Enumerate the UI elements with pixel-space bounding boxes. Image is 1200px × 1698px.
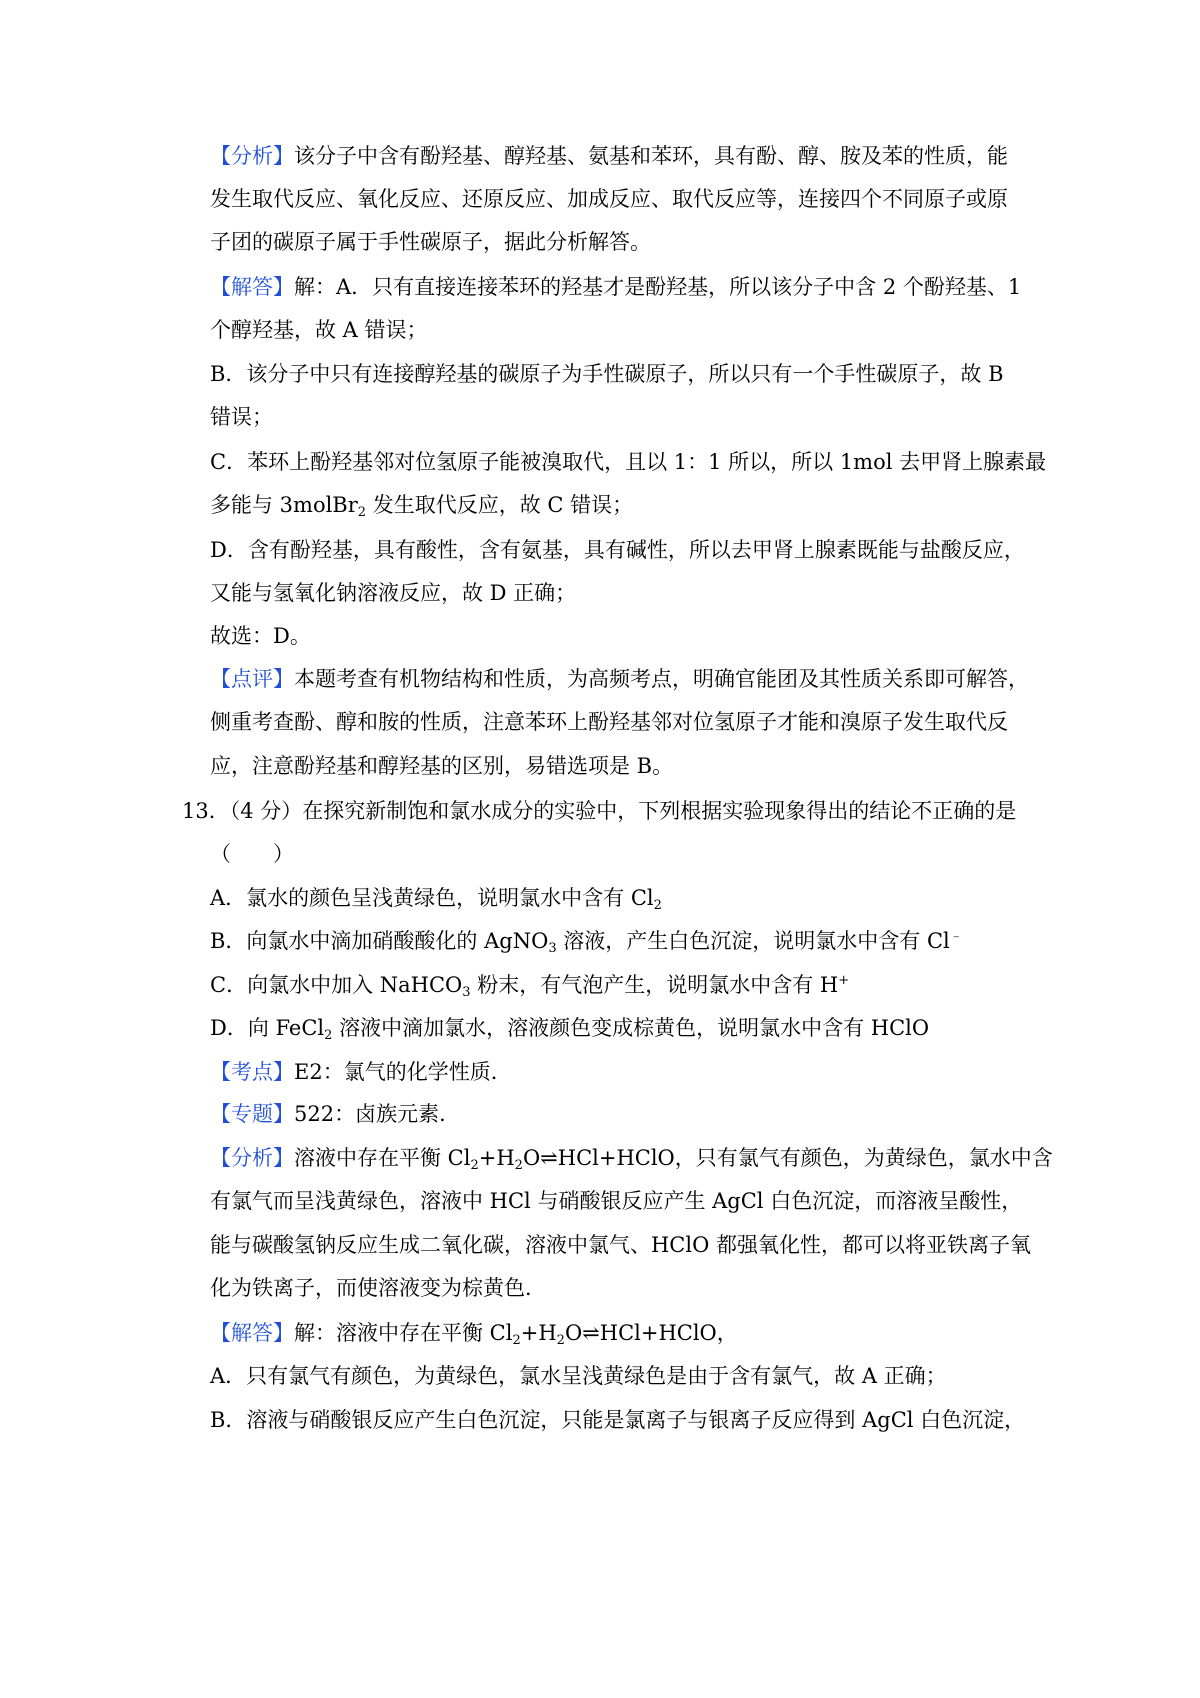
- text-line: [210, 1230, 1030, 1260]
- text-line: [210, 447, 1047, 477]
- text-line: [210, 402, 1030, 432]
- text-line: [210, 490, 1030, 520]
- text-segment: C．向氯水中加入 NaHCO: [210, 973, 463, 997]
- text-line: [210, 1405, 1030, 1435]
- text-segment: A．氯水的颜色呈浅黄绿色，说明氯水中含有 Cl: [210, 886, 654, 910]
- text-segment: 有氯气而呈浅黄绿色，溶液中 HCl 与硝酸银反应产生 AgCl 白色沉淀，而溶液呈酸性，: [210, 1189, 1023, 1213]
- text-segment: 能与碳酸氢钠反应生成二氧化碳，溶液中氯气、HClO 都强氧化性，都可以将亚铁离子氧: [210, 1233, 1031, 1257]
- text-segment: （ ）: [210, 842, 294, 866]
- subscript: 2: [324, 1028, 333, 1043]
- text-line: [210, 926, 1030, 956]
- text-segment: +H: [520, 1321, 557, 1345]
- subscript: 2: [653, 898, 662, 913]
- text-line: [210, 751, 1030, 781]
- text-segment: 溶液，产生白色沉淀，说明氯水中含有 Cl: [556, 929, 950, 953]
- subscript: 2: [514, 1158, 523, 1173]
- text-segment: 溶液中滴加氯水，溶液颜色变成棕黄色，说明氯水中含有 HClO: [332, 1016, 930, 1040]
- text-segment: 故选：D。: [210, 624, 311, 648]
- section-tag: 【点评】: [210, 667, 294, 691]
- text-line: [210, 315, 1030, 345]
- superscript: +: [838, 973, 850, 988]
- text-line: [210, 1143, 1053, 1173]
- text-line: [210, 184, 1030, 214]
- section-tag: 【分析】: [210, 1146, 294, 1170]
- section-tag: 【分析】: [210, 144, 294, 168]
- subscript: 3: [462, 985, 471, 1000]
- text-segment: B．该分子中只有连接醇羟基的碳原子为手性碳原子，所以只有一个手性碳原子，故 B: [210, 362, 1004, 386]
- text-segment: 个醇羟基，故 A 错误；: [210, 318, 428, 342]
- subscript: 2: [556, 1333, 565, 1348]
- text-segment: 侧重考查酚、醇和胺的性质，注意苯环上酚羟基邻对位氢原子才能和溴原子发生取代反: [210, 710, 1008, 734]
- text-line: [210, 359, 1030, 389]
- text-segment: D．向 FeCl: [210, 1016, 325, 1040]
- text-segment: 13．（4 分）在探究新制饱和氯水成分的实验中，下列根据实验现象得出的结论不正确的是: [182, 799, 1017, 823]
- text-line: [210, 272, 1030, 302]
- text-line: [210, 1013, 1030, 1043]
- text-segment: O⇌HCl+HClO，只有氯气有颜色，为黄绿色，氯水中含: [522, 1146, 1053, 1170]
- text-segment: 解：溶液中存在平衡 Cl: [294, 1321, 513, 1345]
- text-line: [210, 578, 1030, 608]
- section-tag: 【专题】: [210, 1102, 294, 1126]
- text-line: [210, 1186, 1030, 1216]
- text-line: [210, 535, 1030, 565]
- text-segment: 又能与氢氧化钠溶液反应，故 D 正确；: [210, 581, 577, 605]
- text-line: [210, 707, 1030, 737]
- text-line: [210, 1361, 1030, 1391]
- text-line: [210, 227, 1030, 257]
- section-tag: 【考点】: [210, 1060, 294, 1084]
- text-segment: 溶液中存在平衡 Cl: [294, 1146, 471, 1170]
- text-segment: O⇌HCl+HClO，: [564, 1321, 738, 1345]
- text-segment: C．苯环上酚羟基邻对位氢原子能被溴取代，且以 1：1 所以，所以 1mol 去甲肾上腺素最: [210, 450, 1047, 474]
- question-line: [182, 796, 1017, 826]
- text-line: [210, 883, 1030, 913]
- text-line: [210, 839, 1030, 869]
- text-line: [210, 141, 1030, 171]
- text-line: [210, 1318, 1030, 1348]
- section-tag: 【解答】: [210, 1321, 294, 1345]
- text-line: [210, 664, 1030, 694]
- text-segment: B．溶液与硝酸银反应产生白色沉淀，只能是氯离子与银离子反应得到 AgCl 白色沉淀，: [210, 1408, 1026, 1432]
- text-segment: +H: [478, 1146, 515, 1170]
- text-line: [210, 1273, 1030, 1303]
- text-segment: D．含有酚羟基，具有酸性，含有氨基，具有碱性，所以去甲肾上腺素既能与盐酸反应，: [210, 538, 1025, 562]
- subscript: 3: [548, 941, 557, 956]
- text-segment: 粉末，有气泡产生，说明氯水中含有 H: [470, 973, 839, 997]
- text-segment: 化为铁离子，而使溶液变为棕黄色．: [210, 1276, 546, 1300]
- subscript: 2: [470, 1158, 479, 1173]
- text-segment: 子团的碳原子属于手性碳原子，据此分析解答。: [210, 230, 651, 254]
- text-segment: 发生取代反应，故 C 错误；: [366, 493, 634, 517]
- text-line: [210, 621, 1030, 651]
- text-segment: 本题考查有机物结构和性质，为高频考点，明确官能团及其性质关系即可解答，: [294, 667, 1029, 691]
- text-segment: 多能与 3molBr: [210, 493, 358, 517]
- text-segment: 解：A．只有直接连接苯环的羟基才是酚羟基，所以该分子中含 2 个酚羟基、1: [294, 275, 1022, 299]
- text-segment: 错误；: [210, 405, 273, 429]
- text-segment: E2：氯气的化学性质．: [294, 1060, 512, 1084]
- section-tag: 【解答】: [210, 275, 294, 299]
- text-line: [210, 1057, 1030, 1087]
- text-segment: 该分子中含有酚羟基、醇羟基、氨基和苯环，具有酚、醇、胺及苯的性质，能: [294, 144, 1008, 168]
- text-segment: 应，注意酚羟基和醇羟基的区别，易错选项是 B。: [210, 754, 674, 778]
- subscript: 2: [512, 1333, 521, 1348]
- superscript: ﹣: [949, 929, 963, 944]
- text-segment: A．只有氯气有颜色，为黄绿色，氯水呈浅黄绿色是由于含有氯气，故 A 正确；: [210, 1364, 947, 1388]
- text-segment: 发生取代反应、氧化反应、还原反应、加成反应、取代反应等，连接四个不同原子或原: [210, 187, 1008, 211]
- subscript: 2: [357, 505, 367, 520]
- text-segment: 522：卤族元素．: [294, 1102, 461, 1126]
- text-line: [210, 1099, 1030, 1129]
- text-segment: B．向氯水中滴加硝酸酸化的 AgNO: [210, 929, 549, 953]
- text-line: [210, 970, 1030, 1000]
